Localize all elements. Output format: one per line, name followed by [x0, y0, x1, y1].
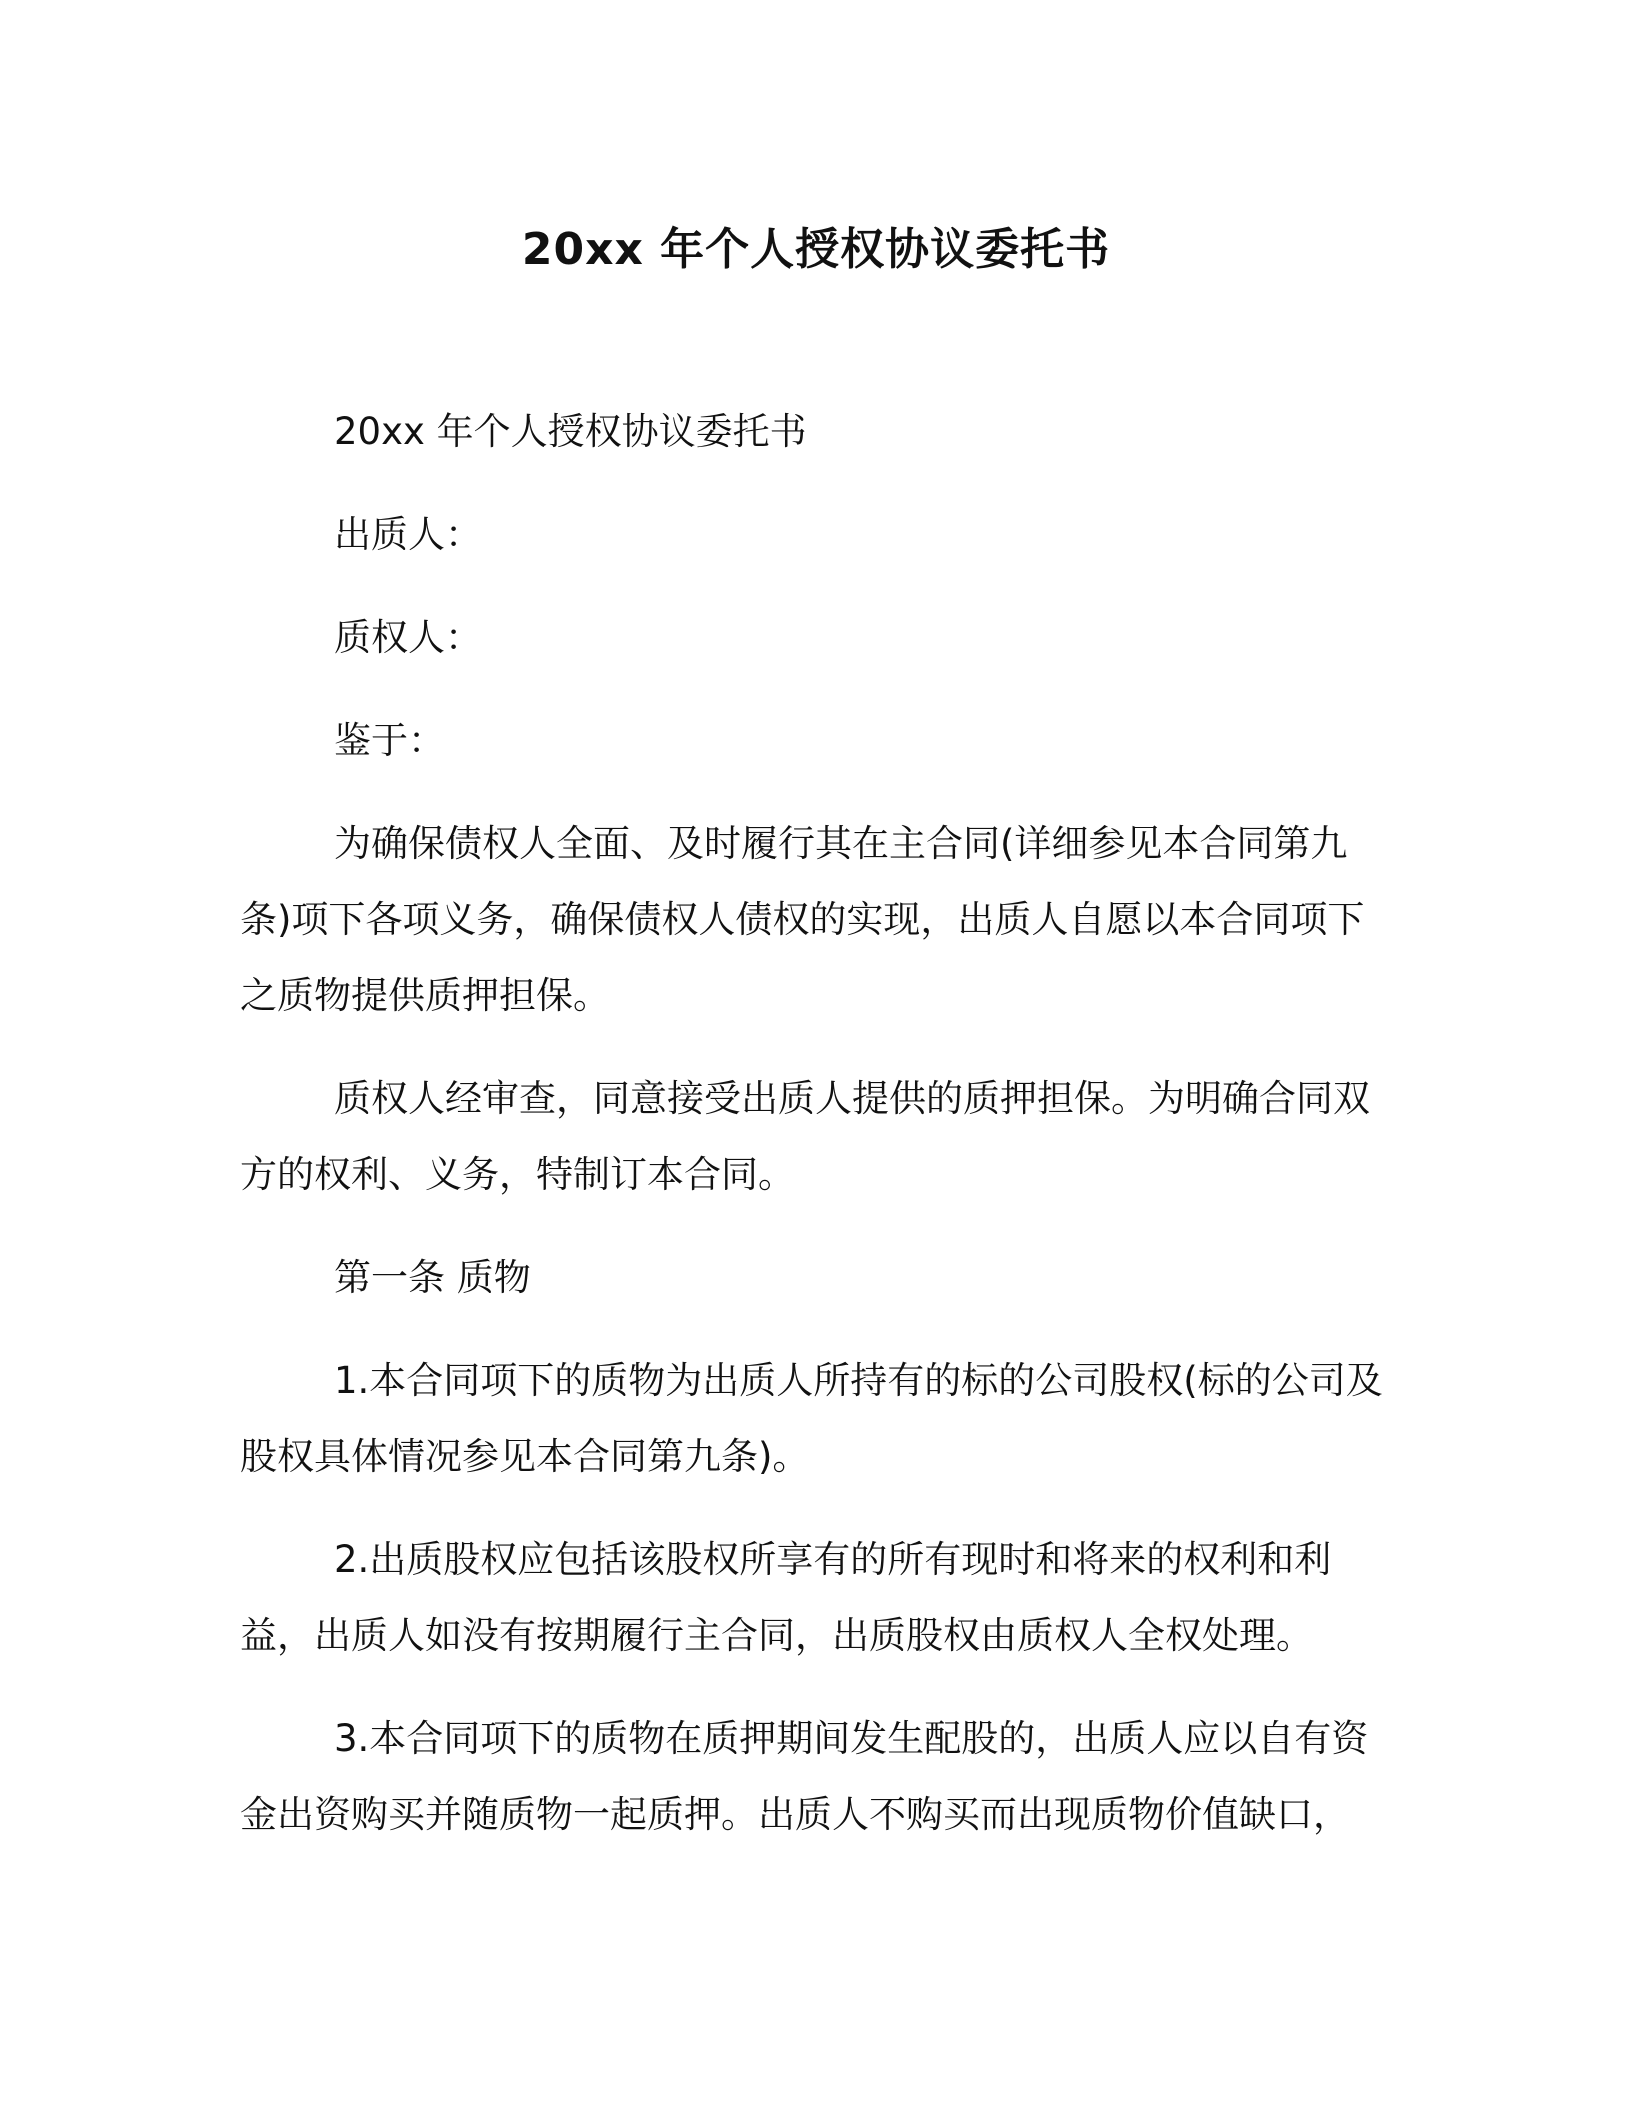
paragraph-pledgor: 出质人：	[334, 513, 482, 556]
paragraph-clause-1: 1.本合同项下的质物为出质人所持有的标的公司股权(标的公司及股权具体情况参见本合同第九条)。	[240, 1359, 1383, 1478]
paragraph-purpose: 为确保债权人全面、及时履行其在主合同(详细参见本合同第九条)项下各项义务，确保债权人债权的实现，出质人自愿以本合同项下之质物提供质押担保。	[240, 822, 1365, 1017]
paragraph-clause-2: 2.出质股权应包括该股权所享有的所有现时和将来的权利和利益，出质人如没有按期履行主合同，出质股权由质权人全权处理。	[240, 1538, 1332, 1657]
paragraph-whereas: 鉴于：	[334, 719, 445, 762]
document-title: 20xx 年个人授权协议委托书	[521, 224, 1111, 275]
paragraph-pledgee: 质权人：	[334, 616, 482, 659]
paragraph-article-one-heading: 第一条 质物	[334, 1256, 531, 1299]
document-body	[240, 394, 1390, 1880]
paragraph-acceptance: 质权人经审查，同意接受出质人提供的质押担保。为明确合同双方的权利、义务，特制订本合同。	[240, 1077, 1370, 1196]
paragraph-clause-3: 3.本合同项下的质物在质押期间发生配股的，出质人应以自有资金出资购买并随质物一起质押。出质人不购买而出现质物价值缺口，	[240, 1717, 1369, 1836]
paragraph-subtitle: 20xx 年个人授权协议委托书	[334, 410, 807, 453]
